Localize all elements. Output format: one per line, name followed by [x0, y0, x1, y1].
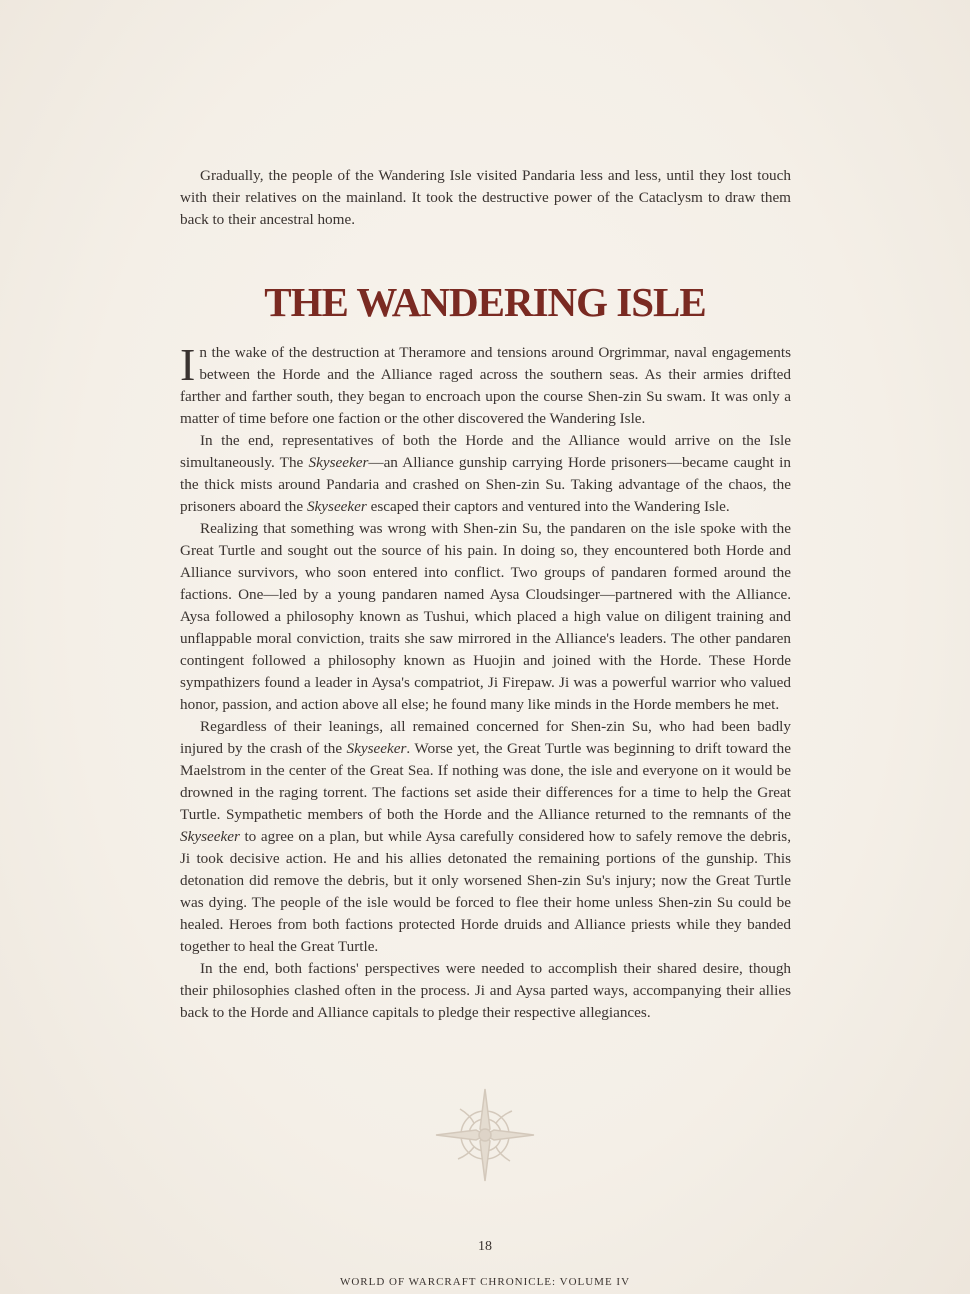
paragraph-4-text-b: . Worse yet, the Great Turtle was beginning to drift toward the Maelstrom in the center of the Great Sea. If nothing was done, the isle and everyone on it would be drowned in the raging torrent. The factions set aside their differences for a time to help the Great Turtle. Sympathetic members of both the Horde and the Alliance returned to the remnants of the — [180, 740, 791, 823]
paragraph-3: Realizing that something was wrong with Shen-zin Su, the pandaren on the isle spoke with the Great Turtle and sought out the source of his pain. In doing so, they encountered both Horde and Alliance survivors, who soon entered into conflict. Two groups of pandaren formed around the factions. One—led by a young pandaren named Aysa Cloudsinger—partnered with the Alliance. Aysa followed a philosophy known as Tushui, which placed a high value on diligent training and unflappable moral conviction, traits she saw mirrored in the Alliance's leaders. The other pandaren contingent followed a philosophy known as Huojin and joined with the Horde. These Horde sympathizers found a leader in Aysa's compatriot, Ji Firepaw. Ji was a powerful warrior who valued honor, passion, and action above all else; he found many like minds in the Horde members he met. — [180, 520, 791, 713]
intro-paragraph: Gradually, the people of the Wandering Isle visited Pandaria less and less, until they lost touch with their relatives on the mainland. It took the destructive power of the Cataclysm to draw them back to their ancestral home. — [180, 167, 791, 228]
running-footer: WORLD OF WARCRAFT CHRONICLE: VOLUME IV — [339, 1276, 631, 1288]
ship-name: Skyseeker — [308, 454, 369, 471]
section-body — [180, 339, 791, 1024]
compass-rose-icon — [430, 1085, 540, 1185]
paragraph-2 — [180, 430, 791, 518]
drop-cap: I — [180, 339, 196, 390]
paragraph-4 — [180, 716, 791, 958]
ship-name: Skyseeker — [306, 498, 367, 515]
paragraph-2-text-c: escaped their captors and ventured into the Wandering Isle. — [366, 498, 730, 515]
paragraph-4-text-c: to agree on a plan, but while Aysa carefully considered how to safely remove the debris, Ji took decisive action. He and his allies detonated the remaining portions of the gunship. This detonation did remove the debris, but it only worsened Shen-zin Su's injury; now the Great Turtle was dying. The people of the isle would be forced to flee their home unless Shen-zin Su could be healed. Heroes from both factions protected Horde druids and Alliance priests while they banded together to heal the Great Turtle. — [180, 828, 791, 955]
ship-name: Skyseeker — [346, 740, 407, 757]
paragraph-2-text-a: In the end, representatives of both the Horde and the Alliance would arrive on the Isle simultaneously. The — [180, 432, 791, 471]
ship-name: Skyseeker — [180, 828, 240, 845]
paragraph-1 — [180, 339, 791, 430]
paragraph-5: In the end, both factions' perspectives were needed to accomplish their shared desire, though their philosophies clashed often in the process. Ji and Aysa parted ways, accompanying their allies back to the Horde and Alliance capitals to pledge their respective allegiances. — [180, 960, 791, 1021]
section-title: THE WANDERING ISLE — [264, 279, 706, 325]
page-number: 18 — [478, 1239, 492, 1254]
paragraph-2-text-b: —an Alliance gunship carrying Horde prisoners—became caught in the thick mists around Pandaria and crashed on Shen-zin Su. Taking advantage of the chaos, the prisoners aboard the — [180, 454, 791, 515]
paragraph-4-text-a: Regardless of their leanings, all remained concerned for Shen-zin Su, who had been badly injured by the crash of the — [180, 718, 791, 757]
paragraph-1-text: n the wake of the destruction at Theramore and tensions around Orgrimmar, naval engagements between the Horde and the Alliance raged across the southern seas. As their armies drifted farther and farther south, they began to encroach upon the course Shen-zin Su swam. It was only a matter of time before one faction or the other discovered the Wandering Isle. — [180, 344, 791, 427]
